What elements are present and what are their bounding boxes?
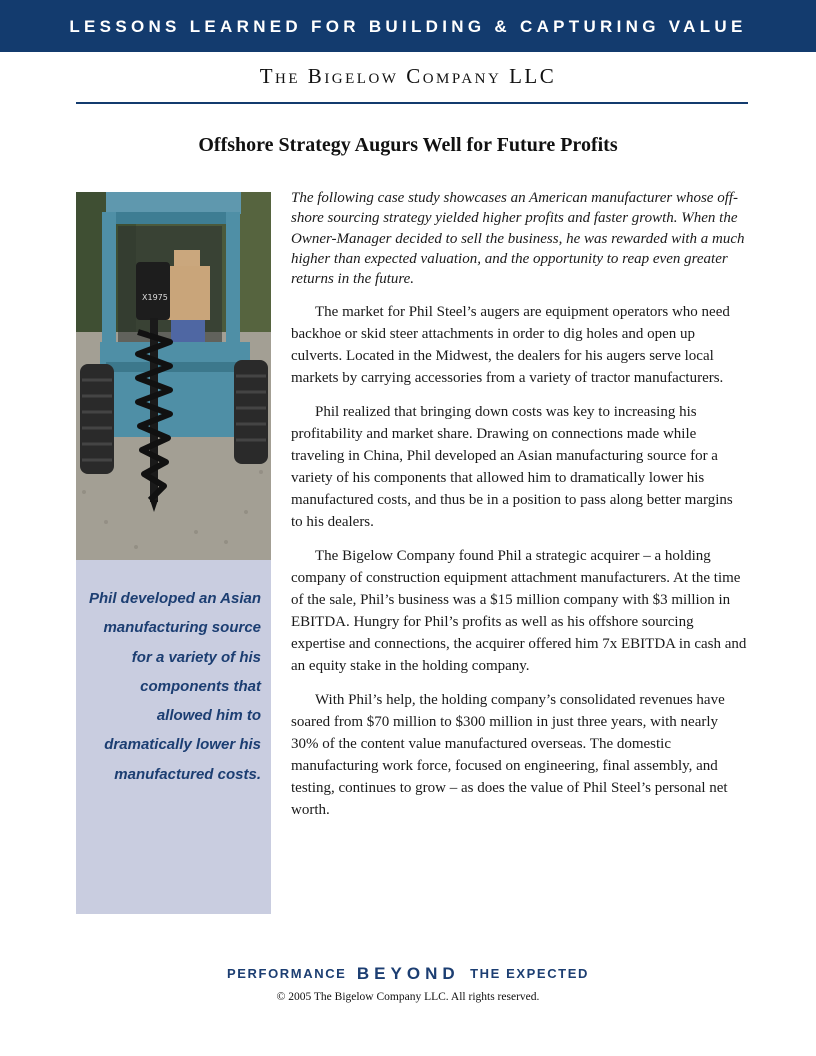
copyright-notice: © 2005 The Bigelow Company LLC. All rights reserved.	[276, 991, 540, 1003]
pull-quote: Phil developed an Asian manufacturing source for a variety of his components that allowed him to dramatically lower his manufactured costs.	[76, 560, 271, 914]
header-divider	[76, 102, 748, 104]
article-paragraph: The Bigelow Company found Phil a strategic acquirer – a holding company of construction equipment attachment manufacturers. At the time of the sale, Phil’s business was a $15 million company with $3 million in EBITDA. Hungry for Phil’s profits as well as his offshore sourcing expertise and connections, the acquirer offered him 7x EBITDA in cash and an equity stake in the holding company.	[291, 548, 747, 675]
auger-label: X1975	[142, 293, 168, 302]
header-band: LESSONS LEARNED FOR BUILDING & CAPTURING VALUE	[0, 0, 816, 52]
article-intro: The following case study showcases an American manufacturer whose off-shore sourcing strategy yielded higher profits and faster growth. When the Owner-Manager decided to sell the business, he was rewarded with a much higher than expected valuation, and the opportunity to reap even greater returns in the future.	[291, 190, 745, 288]
company-name: The Bigelow Company LLC	[259, 64, 557, 88]
tagline-middle: BEYOND	[356, 964, 460, 983]
tagline-left: PERFORMANCE	[227, 966, 347, 981]
footer-tagline	[0, 964, 816, 984]
skid-steer-auger-photo	[76, 192, 271, 560]
article-paragraph: The market for Phil Steel’s augers are equipment operators who need backhoe or skid steer attachments in order to dig holes and open up culverts. Located in the Midwest, the dealers for his augers serve local markets by carrying accessories from a variety of tractor manufacturers.	[291, 304, 730, 387]
article-body	[291, 188, 748, 833]
tagline-right: THE EXPECTED	[470, 966, 589, 981]
article-title: Offshore Strategy Augurs Well for Future Profits	[198, 134, 618, 156]
article-paragraph: Phil realized that bringing down costs was key to increasing his profitability and market share. Drawing on connections made while traveling in China, Phil developed an Asian manufacturing source for a variety of his components that allowed him to dramatically lower his manufactured costs, and thus be in a position to pass along better margins to his dealers.	[291, 404, 733, 531]
article-paragraph: With Phil’s help, the holding company’s consolidated revenues have soared from $70 million to $300 million in just three years, with nearly 30% of the content value manufactured overseas. The domestic manufacturing work force, focused on engineering, final assembly, and testing, continues to grow – as does the value of Phil Steel’s personal net worth.	[291, 692, 728, 819]
